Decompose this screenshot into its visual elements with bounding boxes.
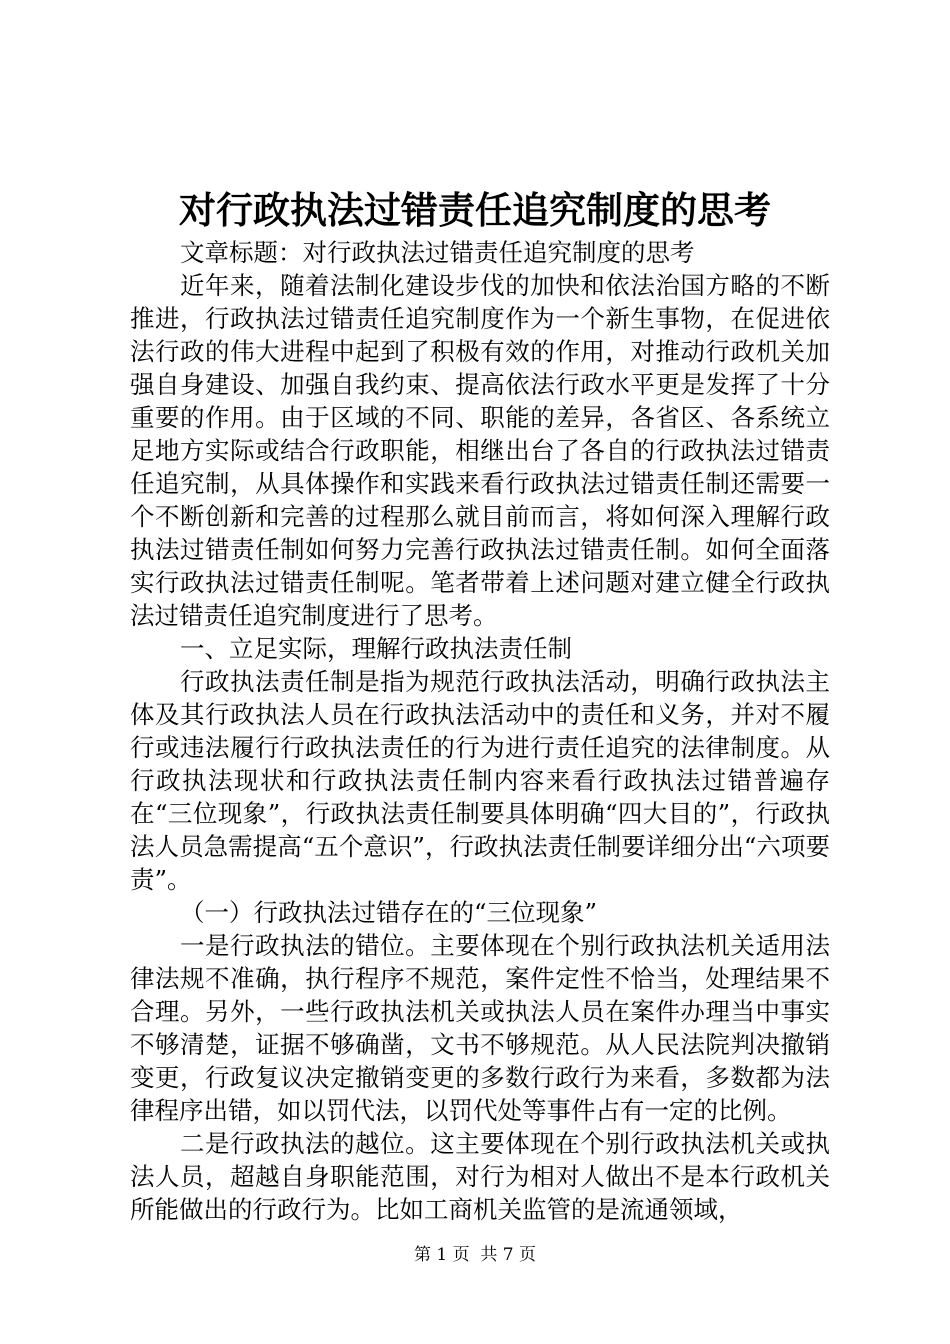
point-2-paragraph: 二是行政执法的越位。这主要体现在个别行政执法机关或执法人员，超越自身职能范围，对行为相对人做出不是本行政机关所能做出的行政行为。比如工商机关监管的是流通领域， [130,1129,830,1224]
page-footer [0,1244,950,1266]
intro-paragraph: 近年来，随着法制化建设步伐的加快和依法治国方略的不断推进，行政执法过错责任追究制度作为一个新生事物，在促进依法行政的伟大进程中起到了积极有效的作用，对推动行政机关加强自身建设、加强自我约束、提高依法行政水平更是发挥了十分重要的作用。由于区域的不同、职能的差异，各省区、各系统立足地方实际或结合行政职能，相继出台了各自的行政执法过错责任追究制，从具体操作和实践来看行政执法过错责任制还需要一个不断创新和完善的过程那么就目前而言，将如何深入理解行政执法过错责任制如何努力完善行政执法过错责任制。如何全面落实行政执法过错责任制呢。笔者带着上述问题对建立健全行政执法过错责任追究制度进行了思考。 [130,271,830,630]
document-title: 对行政执法过错责任追究制度的思考 [179,188,771,232]
section-heading-1: 一、立足实际，理解行政执法责任制 [180,634,572,663]
article-title-line: 文章标题：对行政执法过错责任追究制度的思考 [180,238,695,267]
section-1-paragraph: 行政执法责任制是指为规范行政执法活动，明确行政执法主体及其行政执法人员在行政执法活动中的责任和义务，并对不履行或违法履行行政执法责任的行为进行责任追究的法律制度。从行政执法现状和行政执法责任制内容来看行政执法过错普遍存在“三位现象”，行政执法责任制要具体明确“四大目的”，行政执法人员急需提高“五个意识”，行政执法责任制要详细分出“六项要责”。 [130,667,830,894]
point-1-paragraph: 一是行政执法的错位。主要体现在个别行政执法机关适用法律法规不准确，执行程序不规范，案件定性不恰当，处理结果不合理。另外，一些行政执法机关或执法人员在案件办理当中事实不够清楚，证据不够确凿，文书不够规范。从人民法院判决撤销变更，行政复议决定撤销变更的多数行政行为来看，多数都为法律程序出错，如以罚代法，以罚代处等事件占有一定的比例。 [130,931,830,1125]
document-body [130,236,830,1226]
page-number-label: 第 1 页 共 7 页 [413,1245,537,1265]
subsection-heading-1: （一）行政执法过错存在的“三位现象” [180,898,598,927]
